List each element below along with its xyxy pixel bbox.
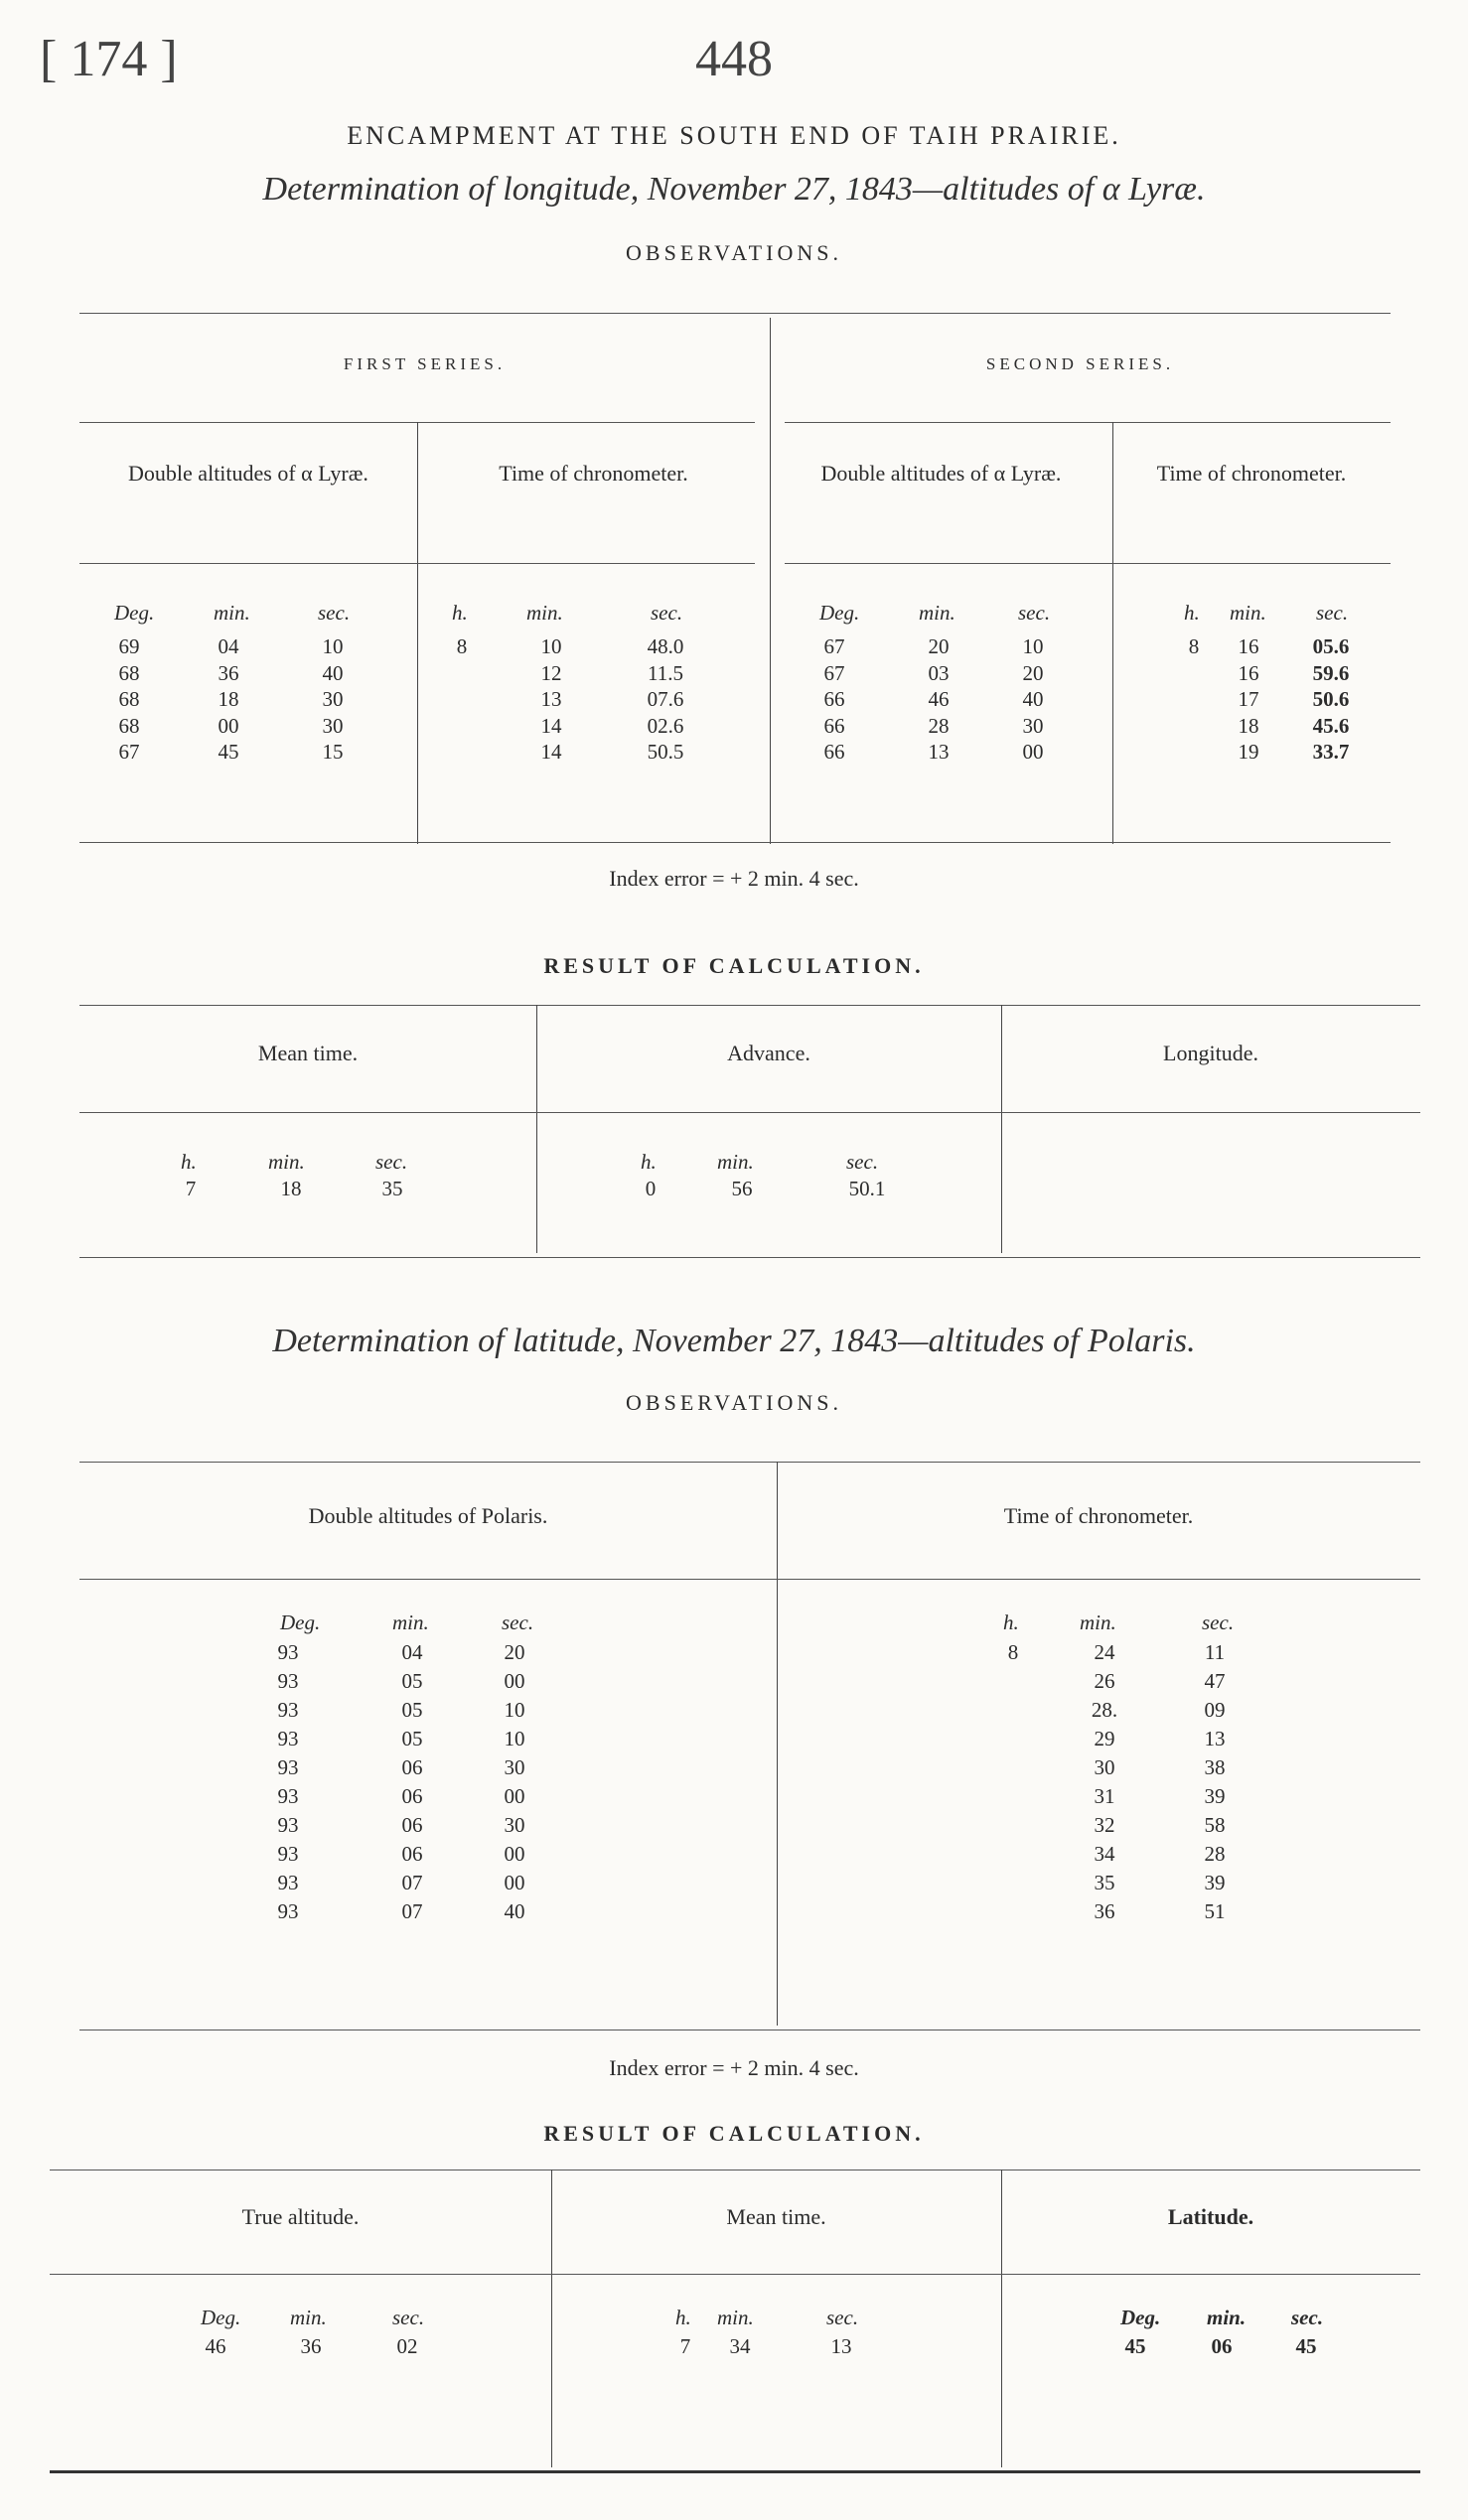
mean-time-h: 7: [679, 2334, 691, 2358]
mean-time-h: 7: [185, 1177, 197, 1200]
longitude-observations-label: OBSERVATIONS.: [626, 240, 842, 265]
table-cell: 30: [322, 687, 344, 711]
table-cell: 07: [401, 1899, 423, 1923]
polaris-time-h-column: [993, 1638, 1033, 1667]
table-cell: 50.5: [647, 740, 684, 764]
table-cell: 58: [1204, 1813, 1226, 1837]
table-cell: 07: [401, 1871, 423, 1894]
table-cell: 00: [504, 1784, 525, 1808]
table-cell: 10: [540, 634, 562, 658]
longitude-result-label: RESULT OF CALCULATION.: [543, 953, 925, 978]
table-cell: 36: [1094, 1899, 1115, 1923]
advance-min: 56: [731, 1177, 753, 1200]
table-cell: 12: [540, 660, 562, 685]
table-cell: 00: [218, 713, 239, 738]
table-cell: 40: [1022, 687, 1044, 711]
table-cell: 47: [1204, 1669, 1226, 1693]
table-cell: 20: [504, 1640, 525, 1664]
table-cell: 07.6: [647, 687, 684, 711]
second-alt-deg-column: [809, 633, 859, 766]
table-cell: 16: [1238, 660, 1259, 685]
table-cell: 39: [1204, 1871, 1226, 1894]
table-cell: 13: [1204, 1727, 1226, 1750]
table-cell: 8: [1007, 1640, 1019, 1664]
table-cell: 14: [540, 740, 562, 764]
table-cell: 67: [118, 740, 140, 764]
latitude-index-error: Index error = + 2 min. 4 sec.: [609, 2055, 859, 2080]
table-rule: [79, 1579, 1420, 1580]
table-cell: 93: [277, 1899, 299, 1923]
second-time-header: Time of chronometer.: [1156, 461, 1347, 486]
table-rule: [50, 2274, 1420, 2275]
unit-sec: sec.: [846, 1150, 879, 1174]
first-time-header: Time of chronometer.: [499, 461, 688, 486]
first-alt-deg-column: [104, 633, 154, 766]
table-cell: 8: [456, 634, 468, 658]
latitude-deg: 45: [1124, 2334, 1146, 2358]
table-cell: 39: [1204, 1784, 1226, 1808]
longitude-header: Longitude.: [1163, 1041, 1258, 1065]
table-cell: 20: [1022, 660, 1044, 685]
unit-min: min.: [290, 2306, 327, 2329]
table-cell: 02.6: [647, 713, 684, 738]
table-cell: 33.7: [1312, 740, 1350, 764]
polaris-alt-min-column: [387, 1638, 437, 1926]
polaris-time-header: Time of chronometer.: [1003, 1503, 1194, 1528]
unit-sec: sec.: [502, 1610, 534, 1634]
longitude-index-error: Index error = + 2 min. 4 sec.: [609, 866, 859, 891]
table-cell: 20: [928, 634, 950, 658]
table-cell: 93: [277, 1813, 299, 1837]
table-cell: 13: [928, 740, 950, 764]
unit-min: min.: [1230, 601, 1266, 625]
table-rule: [79, 1112, 1420, 1113]
table-cell: 8: [1188, 634, 1200, 658]
unit-sec: sec.: [375, 1150, 408, 1174]
second-alt-min-column: [914, 633, 963, 766]
table-cell: 18: [1238, 713, 1259, 738]
unit-min: min.: [1080, 1610, 1116, 1634]
second-time-h-column: [1174, 633, 1214, 660]
unit-sec: sec.: [1316, 601, 1349, 625]
table-cell: 50.6: [1312, 687, 1350, 711]
table-cell: 11.5: [648, 660, 683, 685]
table-cell: 59.6: [1312, 660, 1350, 685]
table-cell: 05.6: [1312, 634, 1350, 658]
unit-h: h.: [452, 601, 468, 625]
table-cell: 38: [1204, 1755, 1226, 1779]
advance-header: Advance.: [727, 1041, 810, 1065]
latitude-header: Latitude.: [1167, 2204, 1254, 2229]
table-cell: 93: [277, 1842, 299, 1866]
table-cell: 66: [823, 740, 845, 764]
table-cell: 30: [504, 1755, 525, 1779]
unit-sec: sec.: [1018, 601, 1051, 625]
table-cell: 04: [401, 1640, 423, 1664]
unit-sec: sec.: [1202, 1610, 1235, 1634]
table-cell: 30: [1022, 713, 1044, 738]
table-cell: 13: [540, 687, 562, 711]
unit-deg: Deg.: [201, 2306, 241, 2329]
table-cell: 28.: [1091, 1698, 1118, 1722]
table-cell: 68: [118, 687, 140, 711]
table-cell: 28: [1204, 1842, 1226, 1866]
table-rule: [50, 2470, 1420, 2473]
polaris-alt-sec-column: [490, 1638, 539, 1926]
table-rule: [79, 563, 755, 564]
table-cell: 93: [277, 1755, 299, 1779]
table-cell: 30: [504, 1813, 525, 1837]
table-cell: 03: [928, 660, 950, 685]
table-cell: 00: [504, 1871, 525, 1894]
table-cell: 05: [401, 1727, 423, 1750]
table-cell: 93: [277, 1669, 299, 1693]
table-cell: 30: [322, 713, 344, 738]
table-cell: 45: [218, 740, 239, 764]
unit-sec: sec.: [392, 2306, 425, 2329]
table-cell: 24: [1094, 1640, 1115, 1664]
unit-h: h.: [641, 1150, 657, 1174]
first-double-alt-header: Double altitudes of α Lyræ.: [128, 461, 368, 486]
table-cell: 51: [1204, 1899, 1226, 1923]
table-rule: [79, 1005, 1420, 1006]
polaris-alt-deg-column: [263, 1638, 313, 1926]
table-cell: 40: [322, 660, 344, 685]
table-rule: [79, 313, 1391, 314]
unit-min: min.: [526, 601, 563, 625]
table-cell: 19: [1238, 740, 1259, 764]
table-cell: 10: [504, 1698, 525, 1722]
table-cell: 06: [401, 1755, 423, 1779]
table-cell: 66: [823, 687, 845, 711]
true-altitude-header: True altitude.: [241, 2204, 360, 2229]
longitude-section-title: Determination of longitude, November 27, 1843—altitudes of α Lyræ.: [262, 171, 1206, 208]
encampment-title: ENCAMPMENT AT THE SOUTH END OF TAIH PRAIRIE.: [347, 121, 1121, 150]
table-cell: 04: [218, 634, 239, 658]
page-number: 448: [695, 31, 773, 87]
page-marker: [ 174 ]: [40, 31, 178, 87]
unit-h: h.: [1184, 601, 1200, 625]
table-cell: 09: [1204, 1698, 1226, 1722]
table-cell: 68: [118, 713, 140, 738]
table-cell: 93: [277, 1698, 299, 1722]
latitude-min: 06: [1211, 2334, 1233, 2358]
true-altitude-deg: 46: [205, 2334, 226, 2358]
latitude-observations-label: OBSERVATIONS.: [626, 1390, 842, 1415]
advance-h: 0: [645, 1177, 657, 1200]
table-cell: 45.6: [1312, 713, 1350, 738]
table-cell: 06: [401, 1813, 423, 1837]
table-cell: 93: [277, 1784, 299, 1808]
second-series-label: SECOND SERIES.: [985, 354, 1175, 373]
unit-h: h.: [181, 1150, 197, 1174]
table-cell: 06: [401, 1842, 423, 1866]
table-cell: 68: [118, 660, 140, 685]
table-cell: 18: [218, 687, 239, 711]
table-cell: 69: [118, 634, 140, 658]
first-series-label: FIRST SERIES.: [343, 354, 507, 373]
unit-min: min.: [214, 601, 250, 625]
table-cell: 00: [504, 1842, 525, 1866]
mean-time-sec: 13: [830, 2334, 852, 2358]
first-alt-sec-column: [308, 633, 358, 766]
unit-deg: Deg.: [1120, 2306, 1161, 2329]
table-rule: [785, 422, 1391, 423]
latitude-sec: 45: [1295, 2334, 1317, 2358]
mean-time-header: Mean time.: [257, 1041, 359, 1065]
second-alt-sec-column: [1008, 633, 1058, 766]
true-altitude-min: 36: [300, 2334, 322, 2358]
unit-min: min.: [717, 1150, 754, 1174]
table-cell: 32: [1094, 1813, 1115, 1837]
mean-time-sec: 35: [381, 1177, 403, 1200]
advance-sec: 50.1: [848, 1177, 886, 1200]
table-cell: 31: [1094, 1784, 1115, 1808]
table-cell: 14: [540, 713, 562, 738]
unit-min: min.: [1207, 2306, 1247, 2329]
second-time-min-column: [1224, 633, 1273, 766]
mean-time-header: Mean time.: [726, 2204, 826, 2229]
first-time-sec-column: [631, 633, 700, 766]
table-cell: 29: [1094, 1727, 1115, 1750]
table-cell: 35: [1094, 1871, 1115, 1894]
table-cell: 36: [218, 660, 239, 685]
mean-time-min: 34: [729, 2334, 751, 2358]
table-cell: 10: [322, 634, 344, 658]
table-cell: 30: [1094, 1755, 1115, 1779]
unit-h: h.: [675, 2306, 691, 2329]
table-cell: 06: [401, 1784, 423, 1808]
table-rule: [785, 563, 1391, 564]
table-cell: 93: [277, 1640, 299, 1664]
table-cell: 15: [322, 740, 344, 764]
polaris-time-sec-column: [1190, 1638, 1240, 1926]
unit-deg: Deg.: [114, 601, 155, 625]
unit-sec: sec.: [651, 601, 683, 625]
table-rule: [79, 842, 1391, 843]
unit-h: h.: [1003, 1610, 1019, 1634]
first-time-h-column: [442, 633, 482, 660]
unit-sec: sec.: [1291, 2306, 1324, 2329]
table-cell: 11: [1204, 1640, 1226, 1664]
series-divider: [770, 318, 771, 844]
first-time-min-column: [526, 633, 576, 766]
unit-min: min.: [392, 1610, 429, 1634]
second-double-alt-header: Double altitudes of α Lyræ.: [820, 461, 1062, 486]
second-time-sec-column: [1296, 633, 1366, 766]
table-cell: 93: [277, 1871, 299, 1894]
mean-time-min: 18: [280, 1177, 302, 1200]
table-cell: 34: [1094, 1842, 1115, 1866]
polaris-alt-header: Double altitudes of Polaris.: [308, 1503, 548, 1528]
table-cell: 67: [823, 660, 845, 685]
column-divider: [777, 1462, 778, 2026]
table-cell: 66: [823, 713, 845, 738]
table-rule: [79, 1462, 1420, 1463]
table-cell: 93: [277, 1727, 299, 1750]
unit-sec: sec.: [318, 601, 351, 625]
polaris-time-min-column: [1075, 1638, 1134, 1926]
unit-min: min.: [268, 1150, 305, 1174]
table-cell: 05: [401, 1698, 423, 1722]
true-altitude-sec: 02: [396, 2334, 418, 2358]
table-cell: 10: [1022, 634, 1044, 658]
first-alt-min-column: [204, 633, 253, 766]
unit-min: min.: [717, 2306, 754, 2329]
table-cell: 40: [504, 1899, 525, 1923]
table-cell: 67: [823, 634, 845, 658]
table-cell: 10: [504, 1727, 525, 1750]
table-cell: 16: [1238, 634, 1259, 658]
unit-deg: Deg.: [819, 601, 860, 625]
table-rule: [79, 1257, 1420, 1258]
unit-deg: Deg.: [280, 1610, 321, 1634]
table-cell: 46: [928, 687, 950, 711]
latitude-result-label: RESULT OF CALCULATION.: [543, 2121, 925, 2146]
table-cell: 26: [1094, 1669, 1115, 1693]
table-cell: 17: [1238, 687, 1259, 711]
table-cell: 00: [1022, 740, 1044, 764]
table-cell: 48.0: [647, 634, 684, 658]
latitude-section-title: Determination of latitude, November 27, 1843—altitudes of Polaris.: [272, 1323, 1196, 1359]
unit-min: min.: [919, 601, 955, 625]
unit-sec: sec.: [826, 2306, 859, 2329]
table-cell: 05: [401, 1669, 423, 1693]
table-cell: 28: [928, 713, 950, 738]
table-cell: 00: [504, 1669, 525, 1693]
